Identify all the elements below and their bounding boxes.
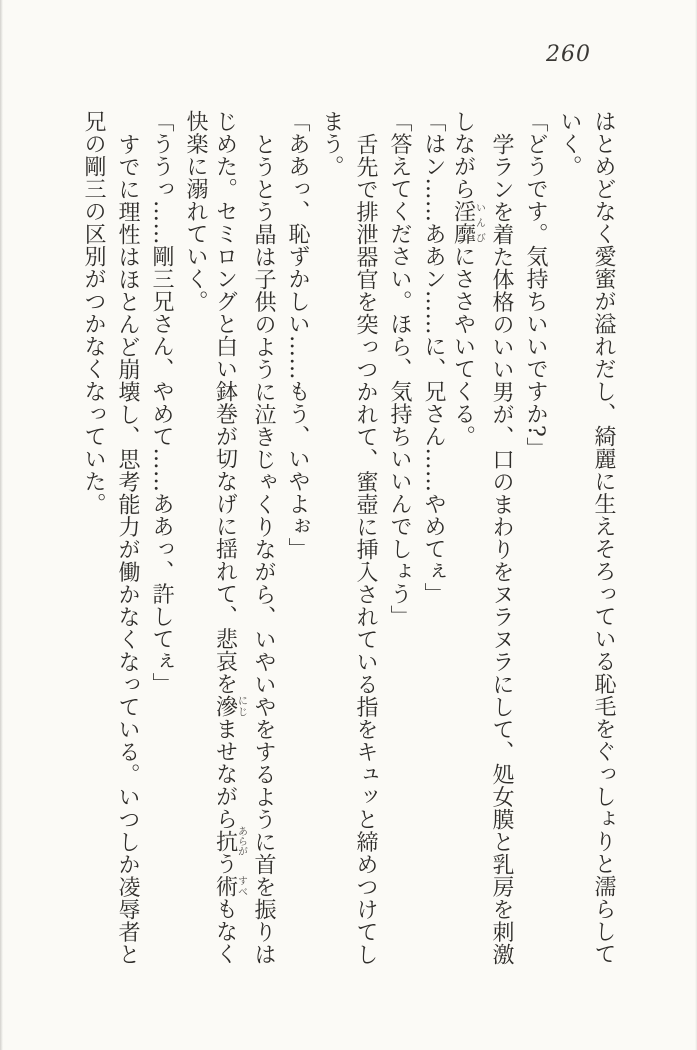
text-line: まう。	[319, 110, 344, 178]
text-line: すでに理性はほとんど崩壊し、思考能力が働かなくなっている。いつしか凌辱者と	[115, 133, 140, 966]
text-line: いく。	[557, 110, 582, 178]
ruby-annotated-word: 滲にじ	[212, 695, 247, 718]
ruby-annotated-word: 術すべ	[212, 875, 247, 898]
text-line: 「はン……ああン……に、兄さん……やめてぇ」	[421, 110, 446, 605]
text-block	[76, 110, 620, 970]
furigana: あらが	[235, 826, 247, 857]
furigana: すべ	[235, 875, 247, 898]
furigana: いんび	[473, 200, 485, 245]
text-line: 「答えてください。ほら、気持ちいいんでしょう」	[387, 110, 412, 628]
text-line: 「ううっ……剛三兄さん、やめて……ああっ、許してぇ」	[149, 110, 174, 695]
furigana: にじ	[235, 695, 247, 718]
text-line: 快楽に溺れていく。	[183, 110, 208, 313]
text-line: とうとう晶は子供のように泣きじゃくりながら、いやいやをするように首を振りは	[251, 133, 276, 966]
page-edge-shadow-left	[0, 0, 3, 1050]
page-number: 260	[546, 42, 591, 67]
ruby-annotated-word: 抗あらが	[212, 826, 247, 857]
text-line: 学ランを着た体格のいい男が、口のまわりをヌラヌラにして、処女膜と乳房を刺激	[489, 133, 514, 966]
text-line: はとめどなく愛蜜が溢れだし、綺麗に生えそろっている恥毛をぐっしょりと濡らして	[591, 110, 616, 965]
text-line: 舌先で排泄器官を突っつかれて、蜜壺に挿入されている指をキュッと締めつけてし	[353, 133, 378, 966]
text-line: 「ああっ、恥ずかしい……もう、いやよぉ」	[285, 110, 310, 560]
text-line: しながら淫靡いんびにささやいてくる。	[450, 110, 485, 448]
text-line: 兄の剛三の区別がつかなくなっていた。	[81, 110, 106, 515]
text-line: 「どうです。気持ちいいですか?」	[523, 110, 548, 460]
text-line: じめた。セミロングと白い鉢巻が切なげに揺れて、悲哀を滲にじませながら抗あらがう術すべもなく	[212, 110, 247, 965]
ruby-annotated-word: 淫靡いんび	[450, 200, 485, 245]
